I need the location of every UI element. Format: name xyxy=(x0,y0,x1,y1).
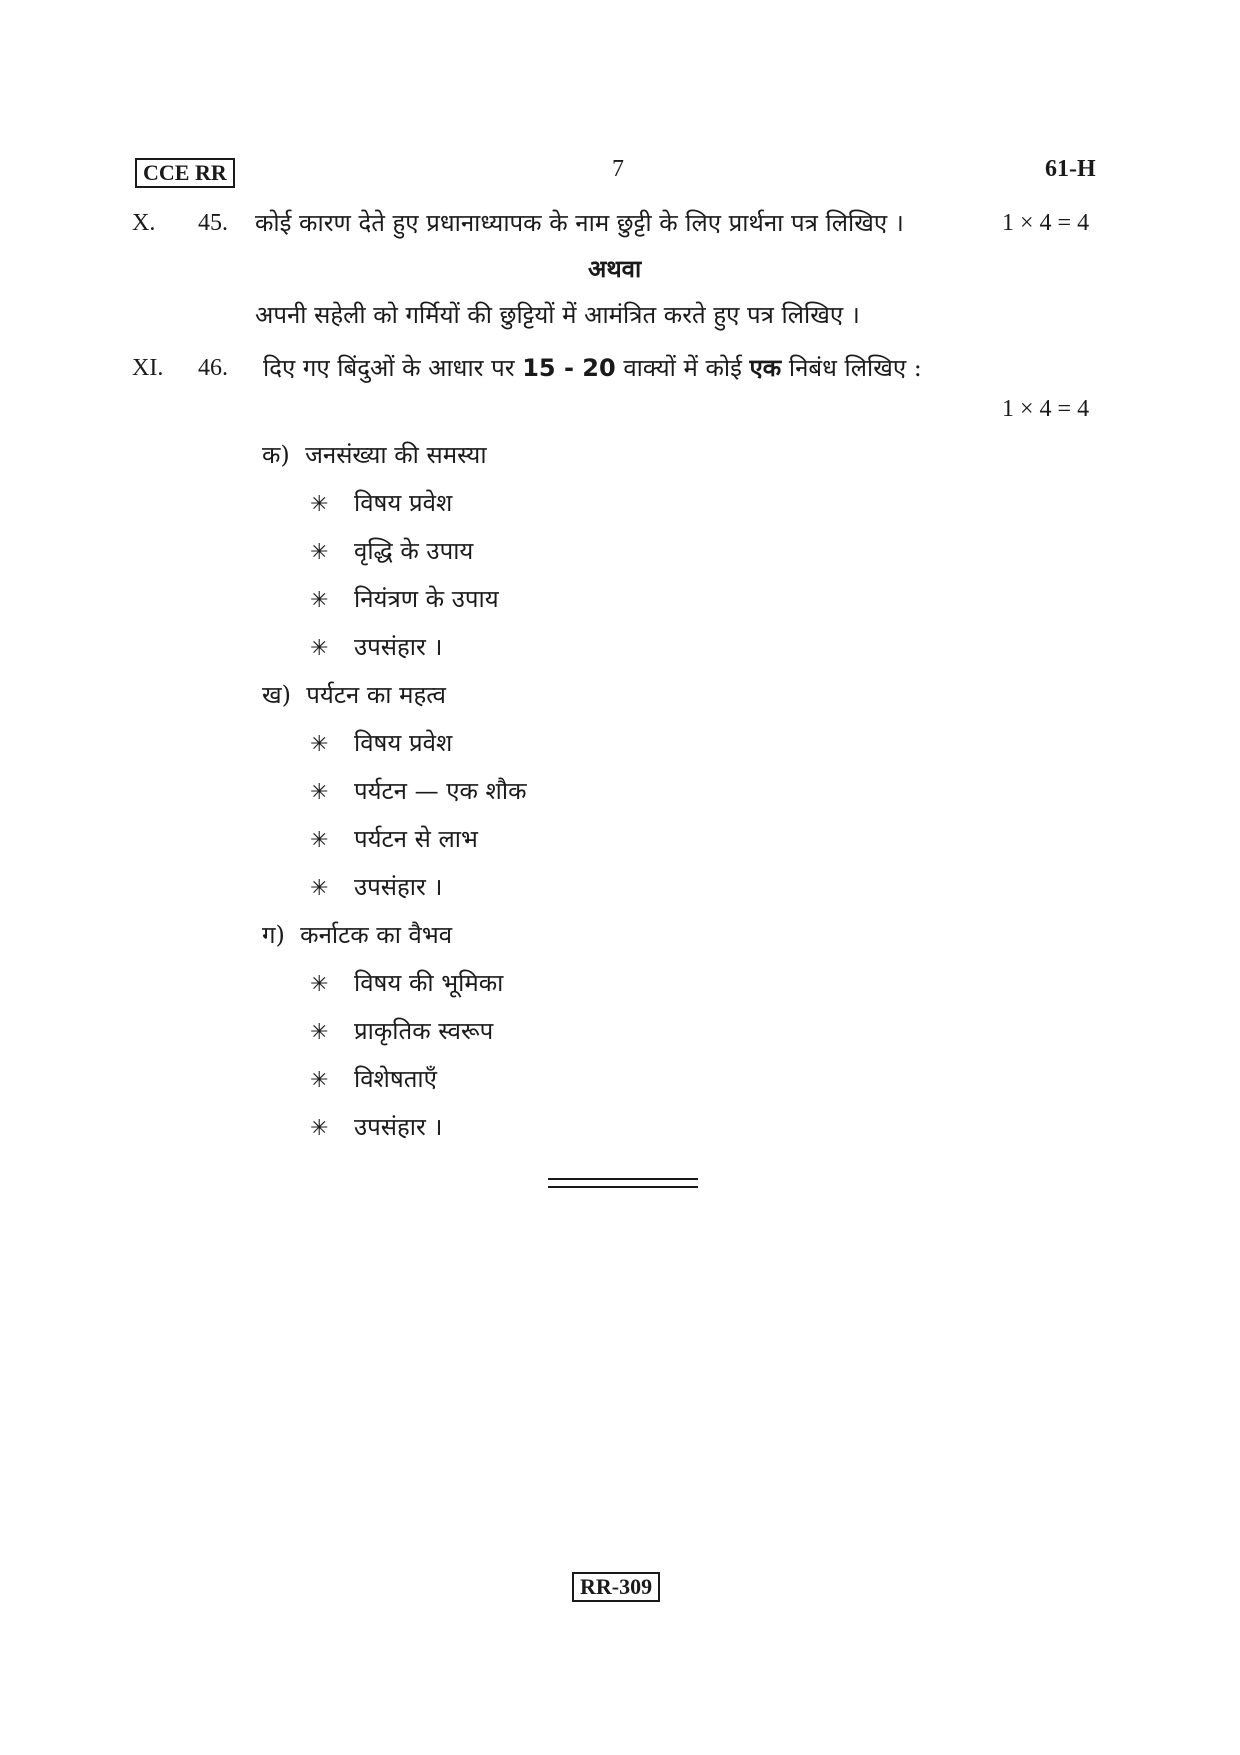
bullet-star-icon: ✳ xyxy=(310,588,329,613)
essay-point: ✳ उपसंहार । xyxy=(310,873,443,901)
essay-option-label: ख) xyxy=(262,681,291,709)
bullet-star-icon: ✳ xyxy=(310,780,329,805)
bullet-star-icon: ✳ xyxy=(310,732,329,757)
bullet-star-icon: ✳ xyxy=(310,876,329,901)
essay-point: ✳ विषय प्रवेश xyxy=(310,729,453,757)
q46-sentence-range: 15 - 20 xyxy=(522,354,616,382)
q45-alt-text: अपनी सहेली को गर्मियों की छुट्टियों में आमंत्रित करते हुए पत्र लिखिए । xyxy=(255,301,860,329)
q45-section-number: X. xyxy=(132,210,156,236)
essay-point: ✳ नियंत्रण के उपाय xyxy=(310,585,499,613)
q46-section-number: XI. xyxy=(132,355,164,381)
bullet-star-icon: ✳ xyxy=(310,636,329,661)
q46-one-emphasis: एक xyxy=(749,354,782,382)
essay-option-title: जनसंख्या की समस्या xyxy=(305,441,487,469)
subject-code: 61-H xyxy=(1045,156,1096,182)
bullet-star-icon: ✳ xyxy=(310,1116,329,1141)
q45-or: अथवा xyxy=(588,254,642,283)
q46-number: 46. xyxy=(198,355,228,381)
bullet-star-icon: ✳ xyxy=(310,828,329,853)
essay-point: ✳ विषय की भूमिका xyxy=(310,969,504,997)
essay-option-b xyxy=(262,678,446,711)
essay-point: ✳ पर्यटन — एक शौक xyxy=(310,777,527,805)
essay-point: ✳ विषय प्रवेश xyxy=(310,489,453,517)
essay-option-a xyxy=(262,438,487,471)
bullet-star-icon: ✳ xyxy=(310,492,329,517)
essay-point: ✳ उपसंहार । xyxy=(310,633,443,661)
essay-point: ✳ विशेषताएँ xyxy=(310,1065,437,1093)
essay-point: ✳ प्राकृतिक स्वरूप xyxy=(310,1017,494,1045)
q46-text-part1: दिए गए बिंदुओं के आधार पर xyxy=(263,354,515,382)
q45-marks: 1 × 4 = 4 xyxy=(1002,210,1090,236)
bullet-star-icon: ✳ xyxy=(310,1068,329,1093)
q45-text: कोई कारण देते हुए प्रधानाध्यापक के नाम छुट्टी के लिए प्रार्थना पत्र लिखिए । xyxy=(255,209,904,237)
q46-text-part3: निबंध लिखिए : xyxy=(788,354,922,382)
footer-code-box: RR-309 xyxy=(572,1572,660,1602)
bullet-star-icon: ✳ xyxy=(310,540,329,565)
end-double-rule xyxy=(548,1178,698,1188)
essay-point: ✳ पर्यटन से लाभ xyxy=(310,825,478,853)
essay-option-label: ग) xyxy=(262,921,285,949)
essay-option-c xyxy=(262,918,452,951)
essay-option-label: क) xyxy=(262,441,290,469)
q46-marks: 1 × 4 = 4 xyxy=(1002,396,1090,422)
paper-code-box: CCE RR xyxy=(135,158,235,188)
bullet-star-icon: ✳ xyxy=(310,972,329,997)
essay-option-title: पर्यटन का महत्व xyxy=(306,681,446,709)
page-number: 7 xyxy=(612,156,624,182)
q46-text xyxy=(263,351,922,384)
essay-point: ✳ वृद्धि के उपाय xyxy=(310,537,474,565)
essay-option-title: कर्नाटक का वैभव xyxy=(300,921,453,949)
q46-text-part2: वाक्यों में कोई xyxy=(623,354,742,382)
q45-number: 45. xyxy=(198,210,228,236)
bullet-star-icon: ✳ xyxy=(310,1020,329,1045)
essay-point: ✳ उपसंहार । xyxy=(310,1113,443,1141)
